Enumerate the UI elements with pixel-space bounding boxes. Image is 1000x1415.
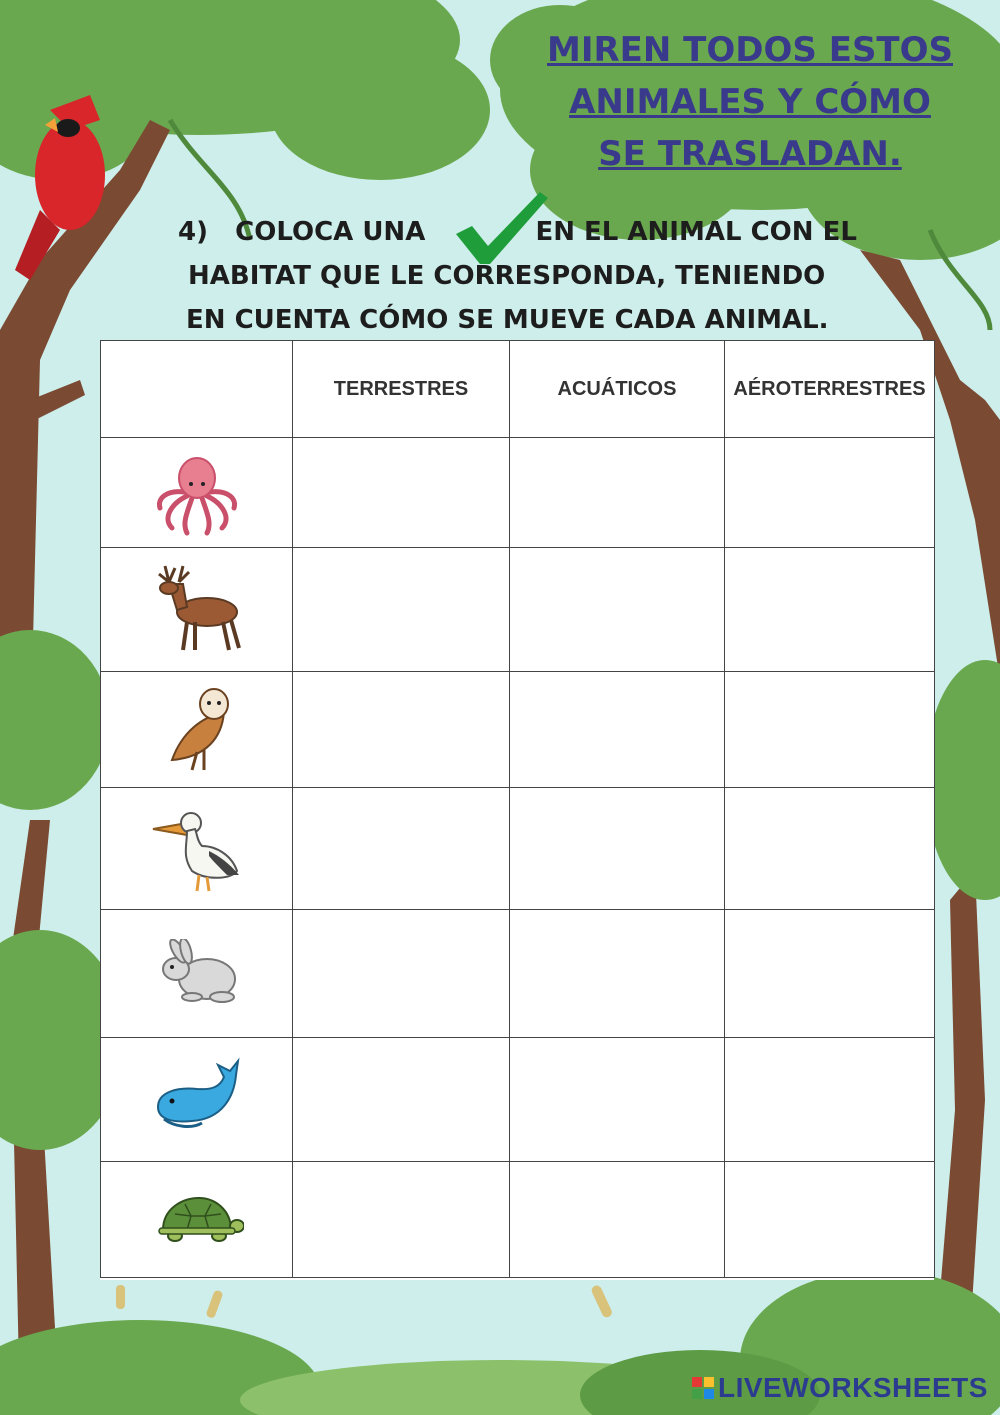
habitat-grid bbox=[100, 340, 935, 1278]
table-row bbox=[101, 1038, 935, 1162]
pelican-icon bbox=[147, 801, 247, 896]
cell-terrestres[interactable] bbox=[293, 1038, 510, 1162]
liveworksheets-logo-icon bbox=[692, 1377, 714, 1399]
page-title bbox=[530, 24, 970, 180]
instruction-line2: HABITAT QUE LE CORRESPONDA, TENIENDO bbox=[188, 261, 826, 291]
foliage-right bbox=[925, 660, 1000, 900]
cell-acuaticos[interactable] bbox=[510, 1038, 725, 1162]
octopus-icon bbox=[152, 448, 242, 538]
cell-aeroterrestres[interactable] bbox=[725, 910, 935, 1038]
header-aeroterrestres: AÉROTERRESTRES bbox=[725, 341, 935, 438]
animal-cell bbox=[101, 788, 293, 910]
cell-aeroterrestres[interactable] bbox=[725, 548, 935, 672]
cell-aeroterrestres[interactable] bbox=[725, 788, 935, 910]
rabbit-icon bbox=[152, 939, 242, 1009]
table-row bbox=[101, 1162, 935, 1278]
habitat-table bbox=[100, 340, 934, 1280]
instruction-number: 4) bbox=[178, 217, 208, 247]
cell-acuaticos[interactable] bbox=[510, 1162, 725, 1278]
table-header-row bbox=[101, 341, 935, 438]
cell-terrestres[interactable] bbox=[293, 910, 510, 1038]
animal-cell bbox=[101, 1038, 293, 1162]
title-line: MIREN TODOS ESTOS bbox=[546, 30, 954, 70]
instruction-line1-after: EN EL ANIMAL CON EL bbox=[535, 217, 857, 247]
cell-aeroterrestres[interactable] bbox=[725, 672, 935, 788]
watermark-text: LIVEWORKSHEETS bbox=[718, 1372, 988, 1403]
cell-acuaticos[interactable] bbox=[510, 788, 725, 910]
table-row bbox=[101, 672, 935, 788]
cell-acuaticos[interactable] bbox=[510, 438, 725, 548]
liveworksheets-watermark bbox=[692, 1372, 988, 1408]
title-line: ANIMALES Y CÓMO bbox=[569, 82, 931, 122]
cell-terrestres[interactable] bbox=[293, 788, 510, 910]
animal-cell bbox=[101, 1162, 293, 1278]
header-terrestres: TERRESTRES bbox=[293, 341, 510, 438]
cell-terrestres[interactable] bbox=[293, 1162, 510, 1278]
animal-cell bbox=[101, 438, 293, 548]
header-empty bbox=[101, 341, 293, 438]
table-row bbox=[101, 548, 935, 672]
cell-aeroterrestres[interactable] bbox=[725, 438, 935, 548]
owl-icon bbox=[152, 682, 242, 777]
cell-acuaticos[interactable] bbox=[510, 672, 725, 788]
cell-aeroterrestres[interactable] bbox=[725, 1162, 935, 1278]
animal-cell bbox=[101, 548, 293, 672]
cell-terrestres[interactable] bbox=[293, 438, 510, 548]
animal-cell bbox=[101, 672, 293, 788]
cell-acuaticos[interactable] bbox=[510, 910, 725, 1038]
table-row bbox=[101, 910, 935, 1038]
turtle-icon bbox=[149, 1190, 244, 1250]
table-row bbox=[101, 438, 935, 548]
instruction-line1-before: COLOCA UNA bbox=[235, 217, 426, 247]
deer-icon bbox=[147, 562, 247, 657]
cell-terrestres[interactable] bbox=[293, 548, 510, 672]
cell-acuaticos[interactable] bbox=[510, 548, 725, 672]
table-row bbox=[101, 788, 935, 910]
animal-cell bbox=[101, 910, 293, 1038]
cell-aeroterrestres[interactable] bbox=[725, 1038, 935, 1162]
instruction-line3: EN CUENTA CÓMO SE MUEVE CADA ANIMAL. bbox=[186, 305, 829, 335]
header-acuaticos: ACUÁTICOS bbox=[510, 341, 725, 438]
checkmark-icon bbox=[450, 188, 550, 268]
whale-icon bbox=[152, 1057, 242, 1142]
cell-terrestres[interactable] bbox=[293, 672, 510, 788]
title-line: SE TRASLADAN. bbox=[598, 134, 902, 174]
cattails bbox=[116, 1284, 613, 1319]
